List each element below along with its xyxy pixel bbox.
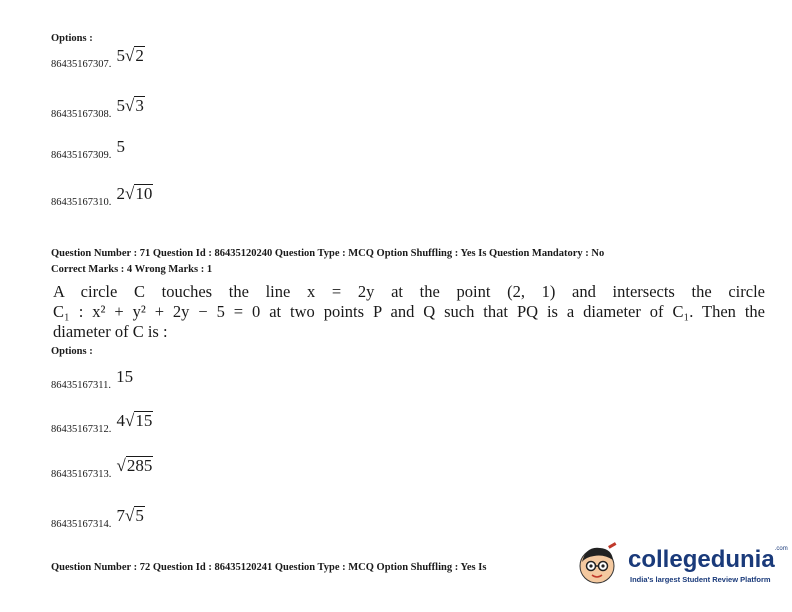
option-row[interactable] — [51, 411, 153, 437]
option-row[interactable] — [51, 96, 145, 122]
question-marks: Correct Marks : 4 Wrong Marks : 1 — [51, 264, 213, 275]
option-id: 86435167311. — [51, 380, 111, 391]
option-value: 5√2 — [116, 46, 144, 65]
option-row[interactable] — [51, 367, 134, 393]
option-id: 86435167307. — [51, 59, 112, 70]
question-header: Question Number : 71 Question Id : 86435120240 Question Type : MCQ Option Shuffling : Yes Is Question Mandatory : No — [51, 248, 605, 259]
options-label: Options : — [51, 346, 93, 357]
option-row[interactable] — [51, 184, 153, 210]
option-id: 86435167314. — [51, 519, 112, 530]
option-id: 86435167313. — [51, 469, 112, 480]
question-header: Question Number : 72 Question Id : 86435120241 Question Type : MCQ Option Shuffling : Yes Is — [51, 562, 487, 573]
option-id: 86435167308. — [51, 109, 112, 120]
option-value: 5 — [116, 137, 125, 156]
option-value: 15 — [116, 367, 134, 386]
options-label: Options : — [51, 33, 93, 44]
option-value: √285 — [116, 456, 153, 475]
option-value: 7√5 — [116, 506, 144, 525]
option-row[interactable] — [51, 46, 145, 72]
option-value: 2√10 — [116, 184, 153, 203]
logo-wordmark — [628, 546, 788, 574]
option-value: 5√3 — [116, 96, 144, 115]
question-text-line: A circle C touches the line x = 2y at the point (2, 1) and intersects the circle — [53, 282, 765, 301]
question-text-line: diameter of C is : — [53, 322, 168, 341]
option-value: 4√15 — [116, 411, 153, 430]
option-row[interactable] — [51, 456, 153, 482]
question-text — [53, 282, 765, 342]
logo-tagline: India's largest Student Review Platform — [630, 575, 771, 584]
question-text-line: C₁ : x² + y² + 2y − 5 = 0 at two points P and Q such that PQ is a diameter of C₁. Then the — [53, 302, 765, 321]
logo-name: collegedunia — [628, 546, 775, 573]
option-id: 86435167312. — [51, 424, 112, 435]
logo-suffix: .com — [774, 546, 788, 552]
option-id: 86435167310. — [51, 197, 112, 208]
option-row[interactable] — [51, 506, 145, 532]
option-row[interactable] — [51, 137, 125, 163]
collegedunia-mascot-icon — [574, 540, 620, 586]
option-id: 86435167309. — [51, 150, 112, 161]
